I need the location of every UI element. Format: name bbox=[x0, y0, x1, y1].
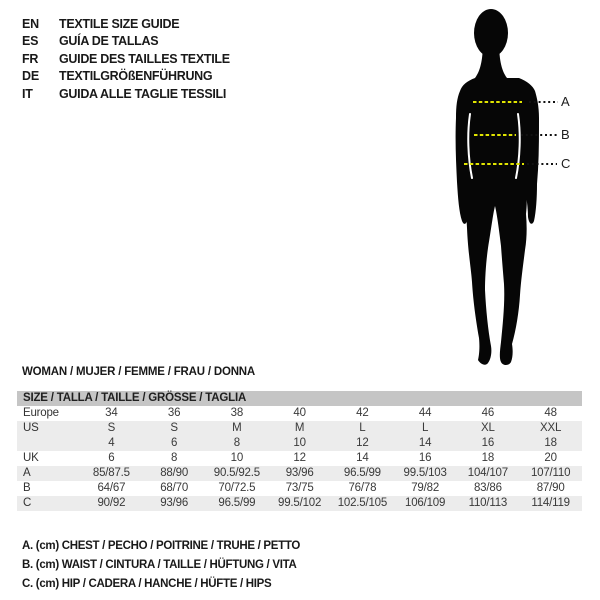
size-cell: 70/72.5 bbox=[218, 482, 256, 494]
size-cell: 8 bbox=[171, 452, 178, 464]
group-title: WOMAN / MUJER / FEMME / FRAU / DONNA bbox=[22, 366, 256, 378]
language-code: EN bbox=[22, 16, 39, 31]
size-cell: 114/119 bbox=[531, 497, 570, 509]
size-cell: 34 bbox=[105, 407, 118, 419]
language-row bbox=[22, 68, 230, 86]
size-cell: 38 bbox=[230, 407, 244, 419]
size-cell: 73/75 bbox=[285, 482, 314, 494]
figure bbox=[415, 0, 585, 372]
size-cell: 46 bbox=[481, 407, 495, 419]
size-cell: 42 bbox=[356, 407, 369, 419]
table-row bbox=[17, 421, 582, 436]
size-cell: 87/90 bbox=[536, 482, 565, 494]
size-cell: 96.5/99 bbox=[343, 467, 381, 479]
language-row bbox=[22, 15, 230, 33]
language-label: TEXTILE SIZE GUIDE bbox=[59, 16, 180, 31]
row-label: B bbox=[23, 482, 31, 494]
size-cell: 48 bbox=[544, 407, 557, 419]
size-cell: 18 bbox=[544, 437, 557, 449]
size-cell: 93/96 bbox=[285, 467, 314, 479]
language-code: DE bbox=[22, 69, 39, 84]
size-cell: 88/90 bbox=[160, 467, 189, 479]
size-table bbox=[17, 406, 582, 511]
size-cell: S bbox=[170, 422, 178, 434]
size-cell: 76/78 bbox=[348, 482, 377, 494]
size-cell: 96.5/99 bbox=[218, 497, 256, 509]
woman-silhouette-icon bbox=[415, 0, 585, 372]
size-cell: 44 bbox=[418, 407, 432, 419]
size-table-body bbox=[17, 406, 582, 511]
size-cell: M bbox=[232, 422, 242, 434]
table-row bbox=[17, 496, 582, 511]
legend-list bbox=[22, 537, 300, 594]
language-row bbox=[22, 50, 230, 68]
measure-label-c: C bbox=[561, 156, 571, 171]
size-cell: M bbox=[294, 422, 305, 434]
row-label: Europe bbox=[23, 407, 59, 419]
size-cell: XXL bbox=[540, 422, 562, 434]
size-cell: L bbox=[359, 422, 366, 434]
size-cell: 6 bbox=[108, 452, 115, 464]
size-cell: 99.5/102 bbox=[278, 497, 322, 509]
size-cell: 18 bbox=[481, 452, 495, 464]
size-cell: 106/109 bbox=[405, 497, 446, 509]
legend-line: C. (cm) HIP / CADERA / HANCHE / HÜFTE / HIPS bbox=[22, 578, 272, 590]
size-cell: 4 bbox=[108, 437, 115, 449]
language-label: GUÍA DE TALLAS bbox=[59, 34, 159, 49]
size-cell: 14 bbox=[418, 437, 432, 449]
row-label bbox=[17, 436, 80, 451]
size-cell: 14 bbox=[356, 452, 369, 464]
language-label: TEXTILGRÖßENFÜHRUNG bbox=[59, 69, 213, 84]
table-row bbox=[17, 466, 582, 481]
row-label: US bbox=[23, 422, 39, 434]
size-cell: L bbox=[422, 422, 429, 434]
size-cell: 10 bbox=[293, 437, 306, 449]
language-list bbox=[22, 15, 230, 103]
size-cell: 90.5/92.5 bbox=[213, 467, 260, 479]
size-cell: 6 bbox=[171, 437, 178, 449]
size-cell: 10 bbox=[230, 452, 244, 464]
size-cell: 93/96 bbox=[160, 497, 189, 509]
language-label: GUIDE DES TAILLES TEXTILE bbox=[59, 51, 230, 66]
language-code: ES bbox=[22, 34, 39, 49]
table-row bbox=[17, 406, 582, 421]
size-cell: 68/70 bbox=[160, 482, 189, 494]
size-cell: XL bbox=[481, 422, 495, 434]
size-cell: 110/113 bbox=[468, 497, 508, 509]
language-code: FR bbox=[22, 51, 39, 66]
language-row bbox=[22, 33, 230, 51]
table-row bbox=[17, 481, 582, 496]
size-cell: 99.5/103 bbox=[403, 467, 447, 479]
size-cell: 36 bbox=[167, 407, 181, 419]
row-label: UK bbox=[23, 452, 39, 464]
row-label: C bbox=[23, 497, 32, 509]
language-code: IT bbox=[22, 86, 33, 101]
table-row bbox=[17, 451, 582, 466]
legend-line: A. (cm) CHEST / PECHO / POITRINE / TRUHE / PETTO bbox=[22, 540, 301, 552]
table-row bbox=[17, 436, 582, 451]
size-cell: 104/107 bbox=[467, 467, 508, 479]
size-cell: 64/67 bbox=[97, 482, 126, 494]
size-cell: 16 bbox=[418, 452, 432, 464]
language-row bbox=[22, 85, 230, 103]
size-table-header: SIZE / TALLA / TAILLE / GRÖSSE / TAGLIA bbox=[17, 391, 582, 406]
legend-line: B. (cm) WAIST / CINTURA / TAILLE / HÜFTUNG / VITA bbox=[22, 559, 297, 571]
size-cell: 40 bbox=[293, 407, 306, 419]
size-cell: 16 bbox=[481, 437, 495, 449]
measure-label-b: B bbox=[561, 127, 570, 142]
size-cell: 102.5/105 bbox=[337, 497, 388, 509]
row-label: A bbox=[23, 467, 31, 479]
size-cell: 79/82 bbox=[411, 482, 440, 494]
size-cell: 85/87.5 bbox=[92, 467, 130, 479]
size-cell: 83/86 bbox=[473, 482, 502, 494]
size-cell: 20 bbox=[544, 452, 557, 464]
size-cell: 12 bbox=[293, 452, 306, 464]
size-cell: 90/92 bbox=[97, 497, 126, 509]
size-cell: S bbox=[107, 422, 116, 434]
size-cell: 107/110 bbox=[530, 467, 571, 479]
size-cell: 8 bbox=[233, 437, 240, 449]
language-label: GUIDA ALLE TAGLIE TESSILI bbox=[59, 86, 227, 101]
measure-label-a: A bbox=[561, 94, 570, 109]
size-cell: 12 bbox=[356, 437, 369, 449]
